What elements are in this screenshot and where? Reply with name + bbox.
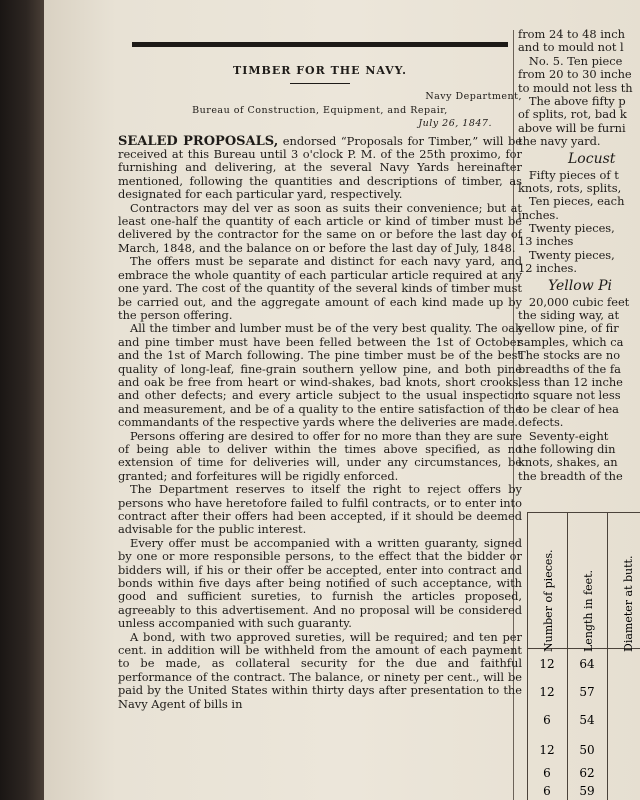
- article-paragraph: Persons offering are desired to offer for no more than they are sure of being able to deliver within the times above specified, as no extension of time for deliveries will, under any circumstances, be granted; and forfeitures will be rigidly enforced.: [118, 428, 522, 483]
- article-paragraph: All the timber and lumber must be of the very best quality. The oak and pine timber must have been felled between the 1st of October and the 1st of March following. The pine timber must be of the best quality of long-leaf, fine-grain southern yellow pine, and both pine and oak be free from heart or wind-shakes, bad knots, short crooks, and other defects; and every article subject to the usual inspection and measurement, and be of a quality to the entire satisfaction of the commandants of the respective yards where the deliveries are made.: [118, 321, 522, 430]
- column-line: Twenty pieces,: [518, 247, 615, 262]
- table-cell: 54: [579, 713, 595, 727]
- column-line: the navy yard.: [518, 134, 601, 149]
- column-line: to mould not less th: [518, 80, 633, 95]
- column-line: samples, which ca: [518, 334, 624, 349]
- table-cell: 6: [543, 784, 551, 798]
- column-line: knots, rots, splits,: [518, 180, 622, 195]
- article-title: TIMBER FOR THE NAVY.: [233, 64, 407, 77]
- table-cell: 59: [579, 784, 595, 798]
- table-rule: [607, 512, 608, 800]
- table-cell: 50: [579, 743, 595, 757]
- bureau-line: Bureau of Construction, Equipment, and Repair,: [192, 104, 448, 116]
- table-header: Diameter at butt.: [622, 555, 635, 652]
- column-line: breadths of the fa: [518, 361, 621, 376]
- table-cell: 64: [579, 657, 595, 671]
- column-line: defects.: [518, 415, 564, 430]
- title-rule: [290, 83, 350, 84]
- article-paragraph: Every offer must be accompanied with a written guaranty, signed by one or more responsible persons, to the effect that the bidder or bidders will, if his or their offer be accepted, enter into contract and bonds within five days after being notified of such acceptance, with good and sufficient sureties, to furnish the articles proposed, agreeably to this advertisement. And no proposal will be considered unless accompanied with such guaranty.: [118, 535, 522, 631]
- article-paragraph: The offers must be separate and distinct for each navy yard, and embrace the whole quantity of each particular article required at any one yard. The cost of the quantity of the several kinds of timber must be carried out, and the aggregate amount of each kind made up by the person offering.: [118, 254, 522, 322]
- column-line: 20,000 cubic feet: [518, 294, 630, 309]
- article-paragraph: SEALED PROPOSALS, endorsed “Proposals for Timber,” will be received at this Bureau until 3 o'clock P. M. of the 25th proximo, for furnishing and delivering, at the several Navy Yards hereinafter mentioned, following the quantities and descriptions of timber, as designated for each particular yard, respectively.: [118, 133, 522, 202]
- column-line: Fifty pieces of t: [518, 167, 619, 182]
- column-line: the breadth of the: [518, 468, 623, 483]
- column-line: and to mould not l: [518, 40, 624, 55]
- column-line: knots, shakes, an: [518, 455, 618, 470]
- column-top-rule: [132, 42, 508, 47]
- section-heading-locust: Locust: [568, 150, 616, 167]
- column-line: of splits, rot, bad k: [518, 107, 627, 122]
- column-line: the siding way, at: [518, 308, 620, 323]
- column-line: 13 inches: [518, 234, 574, 249]
- column-line: 12 inches.: [518, 261, 578, 276]
- table-rule: [527, 512, 640, 513]
- table-cell: 12: [539, 657, 555, 671]
- column-line: yellow pine, of fir: [518, 321, 619, 336]
- table-cell: 12: [539, 743, 555, 757]
- article-paragraph: A bond, with two approved sureties, will be required; and ten per cent. in addition will be withheld from the amount of each payment to be made, as collateral security for the due and faithful performance of the contract. The balance, or ninety per cent., will be paid by the United States within thirty days after presentation to the Navy Agent of bills in: [118, 629, 522, 711]
- timber-dimensions-table: [527, 512, 640, 800]
- article-column: [118, 60, 522, 800]
- section-heading-yellow-pine: Yellow Pi: [548, 277, 613, 294]
- table-cell: 6: [543, 713, 551, 727]
- column-line: from 20 to 30 inche: [518, 67, 632, 82]
- column-line: Ten pieces, each: [518, 194, 625, 209]
- article-paragraph: The Department reserves to itself the right to reject offers by persons who have heretofore failed to fulfil contracts, or to enter into contract after their offers had been accepted, if it should be deemed advisable for the public interest.: [118, 482, 522, 537]
- column-line: from 24 to 48 inch: [518, 28, 625, 41]
- column-line: No. 5. Ten piece: [518, 53, 623, 68]
- table-header: Number of pieces.: [542, 549, 555, 652]
- column-line: less than 12 inche: [518, 374, 623, 389]
- table-header: Length in feet.: [582, 569, 595, 652]
- article-paragraph: Contractors may del ver as soon as suits their convenience; but at least one-half the quantity of each article or kind of timber must be delivered by the contractor for the same on or before the last day of March, 1848, and the balance on or before the last day of July, 1848.: [118, 200, 522, 255]
- column-line: Seventy-eight: [518, 428, 609, 443]
- table-cell: 6: [543, 766, 551, 780]
- dropcap-lead: SEALED PROPOSALS,: [118, 133, 279, 149]
- dateline: July 26, 1847.: [418, 118, 492, 130]
- column-line: above will be furni: [518, 120, 626, 135]
- column-line: to square not less: [518, 388, 621, 403]
- table-cell: 12: [539, 685, 555, 699]
- table-cell: 62: [579, 766, 595, 780]
- column-line: Twenty pieces,: [518, 221, 615, 236]
- column-line: the following din: [518, 441, 616, 456]
- column-line: to be clear of hea: [518, 401, 619, 416]
- column-line: The above fifty p: [518, 93, 626, 108]
- column-line: inches.: [518, 207, 559, 222]
- table-cell: 57: [579, 685, 595, 699]
- page-shadow-edge: [0, 0, 44, 800]
- department-line: Navy Department,: [425, 91, 522, 103]
- column-line: The stocks are no: [518, 348, 621, 363]
